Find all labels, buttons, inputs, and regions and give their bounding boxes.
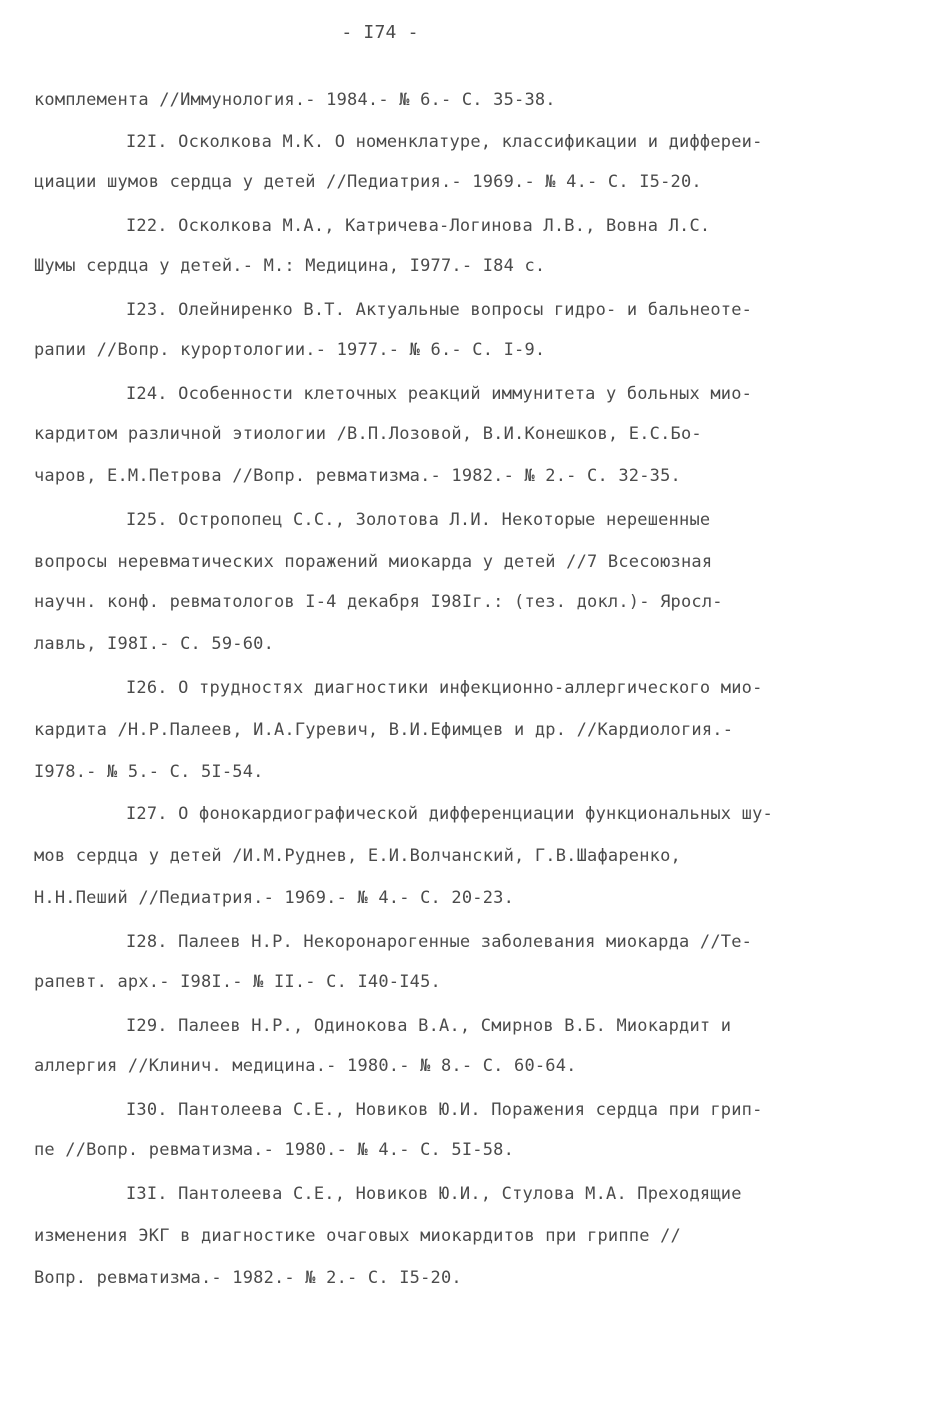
reference-124-line-2: кардитом различной этиологии /В.П.Лозовой, В.И.Конешков, Е.С.Бо-: [34, 424, 702, 444]
reference-125-line-4: лавль, I98I.- С. 59-60.: [34, 634, 275, 654]
reference-129-line-1: I29. Палеев Н.Р., Одинокова В.А., Смирнов В.Б. Миокардит и: [126, 1016, 732, 1036]
reference-123-line-2: рапии //Вопр. курортологии.- 1977.- № 6.- С. I-9.: [34, 340, 546, 360]
reference-125-line-3: научн. конф. ревматологов I-4 декабря I98Iг.: (тез. докл.)- Яросл-: [34, 592, 723, 612]
reference-125-line-2: вопросы неревматических поражений миокарда у детей //7 Всесоюзная: [34, 552, 713, 572]
reference-127-line-2: мов сердца у детей /И.М.Руднев, Е.И.Волчанский, Г.В.Шафаренко,: [34, 846, 681, 866]
reference-128-line-2: рапевт. арх.- I98I.- № II.- С. I40-I45.: [34, 972, 441, 992]
reference-continuation-line: комплемента //Иммунология.- 1984.- № 6.- С. 35-38.: [34, 90, 556, 110]
reference-127-line-3: Н.Н.Пеший //Педиатрия.- 1969.- № 4.- С. 20-23.: [34, 888, 515, 908]
reference-130-line-1: I30. Пантолеева С.Е., Новиков Ю.И. Поражения сердца при грип-: [126, 1100, 763, 1120]
reference-121-line-2: циации шумов сердца у детей //Педиатрия.- 1969.- № 4.- С. I5-20.: [34, 172, 702, 192]
reference-123-line-1: I23. Олейниренко В.Т. Актуальные вопросы гидро- и бальнеоте-: [126, 300, 753, 320]
reference-127-line-1: I27. О фонокардиографической дифференциации функциональных шу-: [126, 804, 773, 824]
reference-126-line-3: I978.- № 5.- С. 5I-54.: [34, 762, 264, 782]
page-number: - I74 -: [341, 22, 419, 43]
reference-126-line-1: I26. О трудностях диагностики инфекционно-аллергического мио-: [126, 678, 763, 698]
reference-129-line-2: аллергия //Клинич. медицина.- 1980.- № 8.- С. 60-64.: [34, 1056, 577, 1076]
reference-124-line-3: чаров, Е.М.Петрова //Вопр. ревматизма.- 1982.- № 2.- С. 32-35.: [34, 466, 681, 486]
reference-124-line-1: I24. Особенности клеточных реакций иммунитета у больных мио-: [126, 384, 753, 404]
reference-131-line-3: Вопр. ревматизма.- 1982.- № 2.- С. I5-20.: [34, 1268, 462, 1288]
reference-128-line-1: I28. Палеев Н.Р. Некоронарогенные заболевания миокарда //Те-: [126, 932, 753, 952]
reference-122-line-1: I22. Осколкова М.А., Катричева-Логинова Л.В., Вовна Л.С.: [126, 216, 711, 236]
reference-122-line-2: Шумы сердца у детей.- М.: Медицина, I977.- I84 с.: [34, 256, 546, 276]
reference-126-line-2: кардита /Н.Р.Палеев, И.А.Гуревич, В.И.Ефимцев и др. //Кардиология.-: [34, 720, 734, 740]
reference-131-line-2: изменения ЭКГ в диагностике очаговых миокардитов при гриппе //: [34, 1226, 681, 1246]
reference-131-line-1: I3I. Пантолеева С.Е., Новиков Ю.И., Стулова М.А. Преходящие: [126, 1184, 742, 1204]
reference-130-line-2: пе //Вопр. ревматизма.- 1980.- № 4.- С. 5I-58.: [34, 1140, 515, 1160]
reference-121-line-1: I2I. Осколкова М.К. О номенклатуре, классификации и диффереи-: [126, 132, 763, 152]
reference-125-line-1: I25. Остропопец С.С., Золотова Л.И. Некоторые нерешенные: [126, 510, 711, 530]
